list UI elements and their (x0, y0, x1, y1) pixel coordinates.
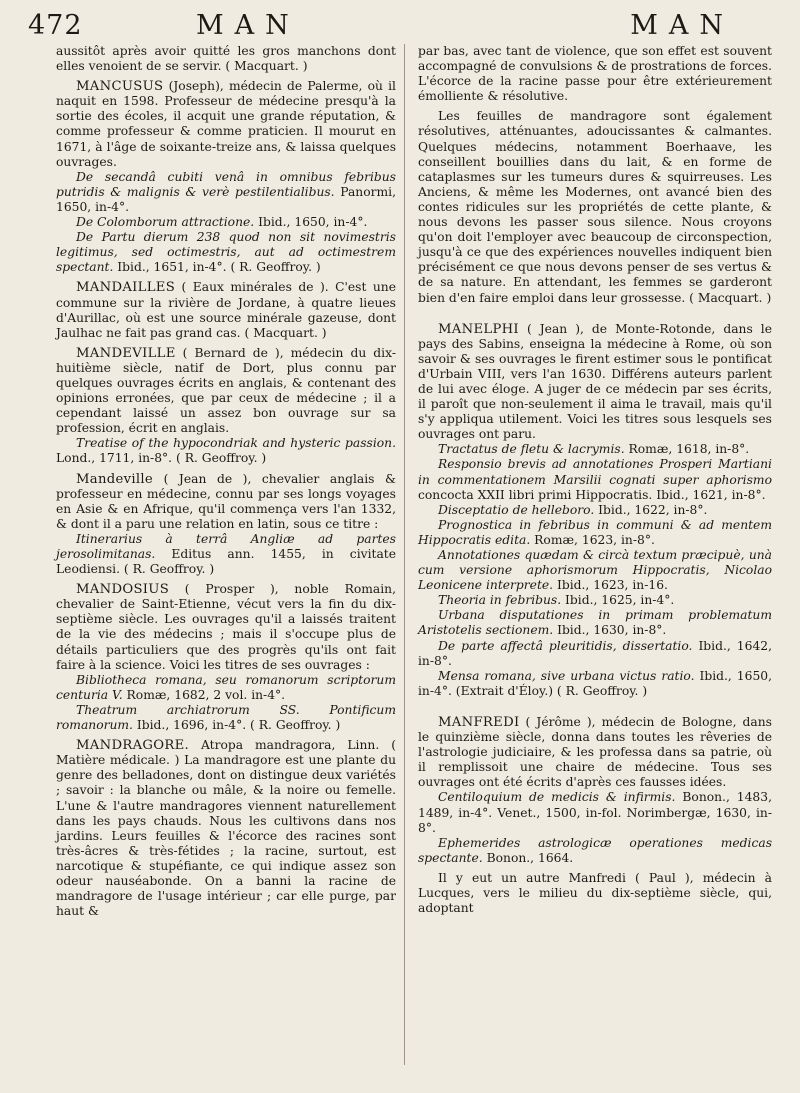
entry-text: ( Prosper ), noble Romain, chevalier de Saint-Etienne, vécut vers la fin du dix-septième siècle. Les ouvrages qu'il a laissés traitent de la vie des médecins ; mais il s'occupe plus de détails particuliers que des progrès qu'ils ont fait faire à la science. Voici les titres de ses ouvrages : (56, 582, 396, 672)
bibliography-title (56, 532, 396, 577)
title-imprint: Romæ, 1618, in-8°. (624, 442, 750, 457)
title-italic: Theatrum archiatrorum SS. Pontificum romanorum. (56, 702, 396, 733)
title-italic: Centiloquium de medicis & infirmis. (438, 790, 676, 805)
entry-paragraph (56, 738, 396, 919)
header-left-catchword: MAN (196, 10, 300, 41)
entry-headword: Mandeville (76, 471, 154, 487)
continued-paragraph (56, 44, 396, 74)
entry-headword: MANELPHI (438, 321, 519, 337)
title-italic: Ephemerides astrologicæ operationes medicas spectante. (418, 835, 772, 865)
title-italic: Annotationes quædam & circà textum præcipuè, unà cum versione aphorismorum Hippocratis, Nicolao Leonicene interprete. (418, 548, 772, 593)
entry-headword: MANDAILLES (76, 280, 176, 296)
bibliography-title (56, 230, 396, 275)
bibliography-title (418, 503, 772, 518)
title-italic: De Colomborum attractione. (76, 215, 255, 230)
title-italic: Urbana disputationes in primam problematum Aristotelis sectionem. (418, 608, 772, 638)
continued-paragraph (418, 44, 772, 104)
entry-paragraph (56, 582, 396, 673)
bibliography-title (418, 548, 772, 593)
title-italic: Prognostica in febribus in communi & ad mentem Hippocratis edita. (418, 517, 772, 547)
title-imprint: Ibid., 1642, in-8°. (418, 638, 773, 668)
bibliography-title (418, 608, 772, 638)
title-italic: Tractatus de fletu & lacrymis. (438, 442, 625, 457)
entry-text: Atropa mandragora, Linn. ( Matière médicale. ) La mandragore est une plante du genre des belladones, dont on distingue deux variétés ; savoir : la blanche ou mâle, & la noire ou femelle. L'une & l'autre mandragores viennent naturellement dans les pays chauds. Nous les cultivons dans nos jardins. Leurs feuilles & l'écorce des racines sont très-âcres & très-fétides ; la racine, surtout, est narcotique & stupéfiante, ce qui indique assez son odeur nauséabonde. On a banni la racine de mandragore de l'usage intérieur ; car elle purge, par haut & (56, 738, 396, 919)
title-imprint: Romæ, 1682, 2 vol. in-4°. (122, 687, 286, 702)
entry-paragraph (56, 280, 396, 340)
bibliography-title (418, 639, 772, 669)
title-italic: De parte affectâ pleuritidis, dissertatio. (438, 638, 693, 653)
title-imprint: Bonon., 1664. (482, 850, 574, 865)
page-number: 472 (28, 10, 83, 41)
entry-headword: MANDEVILLE (76, 345, 176, 361)
entry-headword: MANDRAGORE. (76, 738, 189, 754)
column-divider (404, 44, 405, 1065)
title-imprint: Ibid., 1630, in-8°. (553, 623, 667, 638)
title-imprint: Bonon., 1483, 1489, in-4°. Venet., 1500, in-fol. Norimbergæ, 1630, in-8°. (418, 790, 772, 835)
entry-text: ( Jean ), de Monte-Rotonde, dans le pays des Sabins, enseigna la médecine à Rome, où son savoir & ses ouvrages le firent estimer sous le pontificat d'Urbain VIII, vers l'an 1630. Différens auteurs parlent de lui avec éloge. A juger de ce médecin par ses écrits, il paroît que non-seulement il aima le travail, mais qu'il s'y appliqua utilement. Voici les titres sous lesquels ses ouvrages ont paru. (418, 321, 772, 442)
entry-text: Les feuilles de mandragore sont également résolutives, atténuantes, adoucissantes & calmantes. Quelques médecins, notamment Boerhaave, les conseillent bouillies dans du lait, & en forme de cataplasmes sur les tumeurs dures & squirreuses. Les Anciens, & même les Modernes, ont avancé bien des contes ridicules sur les propriétés de cette plante, & nous devons les passer sous silence. Nous croyons qu'on doit l'employer avec beaucoup de circonspection, jusqu'à ce que des expériences nouvelles indiquent bien précisément ce que nous devons penser de ses vertus & de sa nature. En attendant, les femmes se garderont bien d'en faire emploi dans leur grossesse. ( Macquart. ) (418, 109, 772, 305)
title-italic: Bibliotheca romana, seu romanorum scriptorum centuria V. (56, 672, 396, 702)
header-right-catchword: MAN (630, 10, 734, 41)
title-italic: Treatise of the hypocondriak and hysteric passion. (76, 436, 396, 451)
bibliography-title (418, 593, 772, 608)
title-imprint: Ibid., 1625, in-4°. (561, 593, 675, 608)
title-imprint: Ibid., 1650, in-4°. (Extrait d'Éloy.) ( R. Geoffroy. ) (418, 668, 772, 698)
entry-paragraph (56, 79, 396, 170)
title-imprint: Lond., 1711, in-8°. ( R. Geoffroy. ) (56, 451, 267, 466)
bibliography-title (56, 703, 396, 733)
left-column (56, 44, 396, 919)
title-imprint: Ibid., 1622, in-8°. (594, 502, 708, 517)
right-column (418, 44, 772, 916)
title-imprint: Ibid., 1650, in-4°. (254, 215, 368, 230)
entry-paragraph (418, 871, 772, 916)
bibliography-title (418, 442, 772, 457)
bibliography-title (418, 518, 772, 548)
entry-text: ( Jérôme ), médecin de Bologne, dans le quinzième siècle, donna dans toutes les rêveries de l'astrologie judiciaire, & les professa dans sa patrie, où il remplissoit une chaire de médecine. Tous ses ouvrages ont été écrits d'après ces fausses idées. (418, 714, 772, 790)
title-italic: Theoria in febribus. (438, 593, 562, 608)
entry-text: ( Bernard de ), médecin du dix-huitième siècle, natif de Dort, plus connu par quelques ouvrages écrits en anglais, & contenant des opinions erronées, que par ceux de médecine ; il a cependant laissé un assez bon ouvrage sur sa profession, écrit en anglais. (56, 345, 396, 436)
entry-text: par bas, avec tant de violence, que son effet est souvent accompagné de convulsions & de prostrations de forces. L'écorce de la racine passe pour être extérieurement émolliente & résolutive. (418, 44, 772, 104)
entry-paragraph (418, 109, 772, 305)
entry-text: Il y eut un autre Manfredi ( Paul ), médecin à Lucques, vers le milieu du dix-septième siècle, qui, adoptant (418, 870, 772, 916)
title-imprint: Ibid., 1651, in-4°. ( R. Geoffroy. ) (113, 260, 321, 275)
bibliography-title (418, 790, 772, 835)
bibliography-title (56, 436, 396, 466)
entry-headword: MANFREDI (438, 714, 520, 730)
bibliography-title (56, 673, 396, 703)
entry-paragraph (418, 322, 772, 443)
entry-headword: MANCUSUS (76, 79, 164, 95)
title-imprint: Romæ, 1623, in-8°. (530, 532, 655, 547)
title-italic: Responsio brevis ad annotationes Prosperi Martiani in commentationem Marsilii cognati super aphorismo (418, 457, 772, 487)
title-imprint: Ibid., 1623, in-16. (553, 578, 668, 593)
bibliography-title (418, 457, 772, 502)
bibliography-title (418, 669, 772, 699)
entry-text: ( Eaux minérales de ). C'est une commune sur la rivière de Jordane, à quatre lieues d'Aurillac, où est une source minérale gazeuse, dont Jaulhac ne fait pas grand cas. ( Macquart. ) (56, 280, 396, 340)
entry-paragraph (56, 346, 396, 437)
entry-paragraph (418, 715, 772, 790)
entry-text: ( Jean de ), chevalier anglais & professeur en médecine, connu par ses longs voyages en Asie & en Afrique, qu'il commença vers l'an 1332, & dont il a paru une relation en latin, sous ce titre : (56, 471, 396, 531)
title-imprint: Ibid., 1696, in-4°. ( R. Geoffroy. ) (132, 718, 341, 733)
bibliography-title (56, 215, 396, 230)
bibliography-title (418, 836, 772, 866)
entry-paragraph (56, 472, 396, 532)
title-italic: De Partu dierum 238 quod non sit novimestris legitimus, sed octimestris, aut ad octimestrem spectant. (56, 230, 396, 275)
title-italic: Disceptatio de helleboro. (438, 502, 595, 517)
title-imprint: Editus ann. 1455, in civitate Leodiensi. ( R. Geoffroy. ) (56, 547, 396, 577)
entry-text: aussitôt après avoir quitté les gros manchons dont elles venoient de se servir. ( Macquart. ) (56, 44, 396, 74)
title-imprint: concocta XXII libri primi Hippocratis. Ibid., 1621, in-8°. (418, 487, 766, 502)
title-italic: Itinerarius à terrâ Angliæ ad partes jerosolimitanas. (56, 531, 396, 561)
entry-text: (Joseph), médecin de Palerme, où il naquit en 1598. Professeur de médecine presqu'à la sortie des écoles, il acquit une grande réputation, & comme professeur & comme praticien. Il mourut en 1671, à l'âge de soixante-treize ans, & laissa quelques ouvrages. (56, 79, 396, 169)
title-italic: Mensa romana, sive urbana victus ratio. (438, 668, 695, 683)
running-header (28, 8, 778, 48)
title-imprint: Panormi, 1650, in-4°. (56, 184, 396, 214)
entry-headword: MANDOSIUS (76, 582, 170, 598)
bibliography-title (56, 170, 396, 215)
title-italic: De secandâ cubiti venâ in omnibus febribus putridis & malignis & verè pestilentialibus. (56, 169, 396, 199)
